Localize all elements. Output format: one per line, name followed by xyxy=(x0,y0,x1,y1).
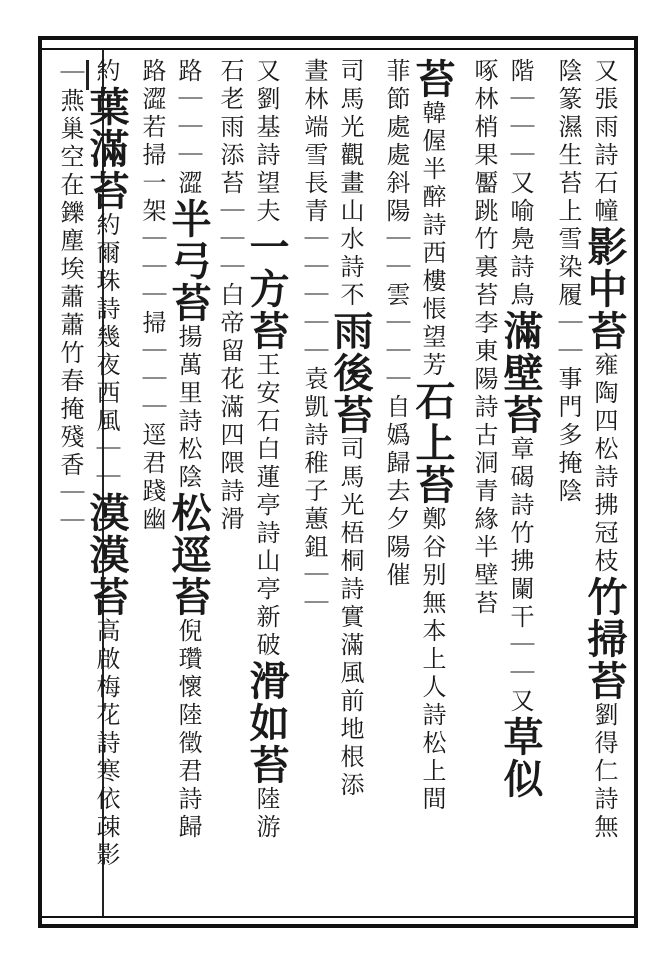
entry-text: 約 xyxy=(92,58,120,86)
entry-text: 韓偓半醉詩西樓悵望芳 xyxy=(418,100,446,380)
text-column xyxy=(83,58,130,918)
entry-text: 事門多掩陰 xyxy=(554,366,582,506)
headword: 石上苔 xyxy=(409,380,456,506)
entry-text: 倪瓚懷陸徵君詩歸 xyxy=(174,618,202,842)
entry-text: 司馬光梧桐詩實滿風前地根添 xyxy=(336,436,364,800)
entry-text: 澀 xyxy=(174,170,202,198)
text-column xyxy=(165,58,212,918)
headword: 漠漠苔 xyxy=(83,492,130,618)
text-column xyxy=(497,58,544,918)
entry-text: 雲｜｜｜自嬀歸去夕陽催 xyxy=(382,282,410,590)
entry-text: 又劉基詩望夫 xyxy=(252,58,280,226)
entry-text: ｜｜｜白帝留花滿四隈 xyxy=(216,198,244,478)
entry-text: ｜｜袁凱詩稚子蕙鉏｜｜ xyxy=(300,310,328,618)
entry-text: 鄭谷别無本上人詩松上間 xyxy=(418,506,446,814)
entry-text: 路｜｜｜ xyxy=(174,58,202,170)
entry-text: 階｜｜｜又喻鳧詩鳥 xyxy=(506,58,534,310)
entry-text: 陸游 xyxy=(252,786,280,842)
entry-text: 劉得仁詩無 xyxy=(590,702,618,842)
headword: 影中苔 xyxy=(581,226,628,352)
headword: 雨後苔 xyxy=(327,310,374,436)
entry-text: 路澀若掃 xyxy=(138,58,166,170)
headword: 半弓苔 xyxy=(165,198,212,324)
entry-text: 章碣詩竹拂闌干｜｜又 xyxy=(506,436,534,716)
entry-text: 約爾珠詩幾夜西風｜｜ xyxy=(92,212,120,492)
headword: 竹掃苔 xyxy=(581,576,628,702)
entry-text: 蕭蕭竹春掩殘香｜｜ xyxy=(56,284,84,536)
headword: 一方苔 xyxy=(243,226,290,352)
headword: 葉滿苔 xyxy=(83,86,130,212)
text-column xyxy=(210,58,250,918)
entry-text: 司馬光觀畫山水詩不 xyxy=(336,58,364,310)
text-column xyxy=(132,58,172,918)
text-column xyxy=(548,58,588,918)
headword: 滑如苔 xyxy=(243,660,290,786)
text-column xyxy=(581,58,628,918)
entry-text: 雍陶四松詩拂冠枝 xyxy=(590,352,618,576)
text-column xyxy=(376,58,416,918)
entry-text: 掃｜｜｜逕君踐幽 xyxy=(138,310,166,534)
entry-text: 啄林梢果靨跳竹裏苔 xyxy=(470,58,498,310)
text-column xyxy=(409,58,456,918)
text-column xyxy=(327,58,374,918)
text-column xyxy=(50,60,90,920)
headword: 草似 xyxy=(497,716,544,800)
entry-text: 李東陽詩古洞青緣半壁苔 xyxy=(470,310,498,618)
headword: 苔 xyxy=(409,58,456,100)
entry-text: 王安石白蓮亭詩山亭新破 xyxy=(252,352,280,660)
entry-text: 又張雨詩石幢 xyxy=(590,58,618,226)
headword: 松逕苔 xyxy=(165,492,212,618)
entry-text: 高啟梅花詩寒依疎影 xyxy=(92,618,120,870)
entry-text: 詩滑 xyxy=(216,478,244,534)
entry-text: ｜燕巢空在鑠塵埃 xyxy=(56,60,84,284)
entry-text: 菲節處處斜陽｜｜ xyxy=(382,58,410,282)
top-border-rule xyxy=(38,48,638,50)
entry-text: 揚萬里詩松陰 xyxy=(174,324,202,492)
text-column xyxy=(294,58,334,918)
entry-text: 陰篆濕生苔 xyxy=(554,58,582,198)
entry-text: 晝林端雪長青｜｜｜ xyxy=(300,58,328,310)
entry-text: 上雪染履｜｜ xyxy=(554,198,582,366)
entry-text: 一架｜｜｜ xyxy=(138,170,166,310)
headword: 滿壁苔 xyxy=(497,310,544,436)
entry-text: 石老雨添苔 xyxy=(216,58,244,198)
text-column xyxy=(243,58,290,918)
text-column xyxy=(464,58,504,918)
